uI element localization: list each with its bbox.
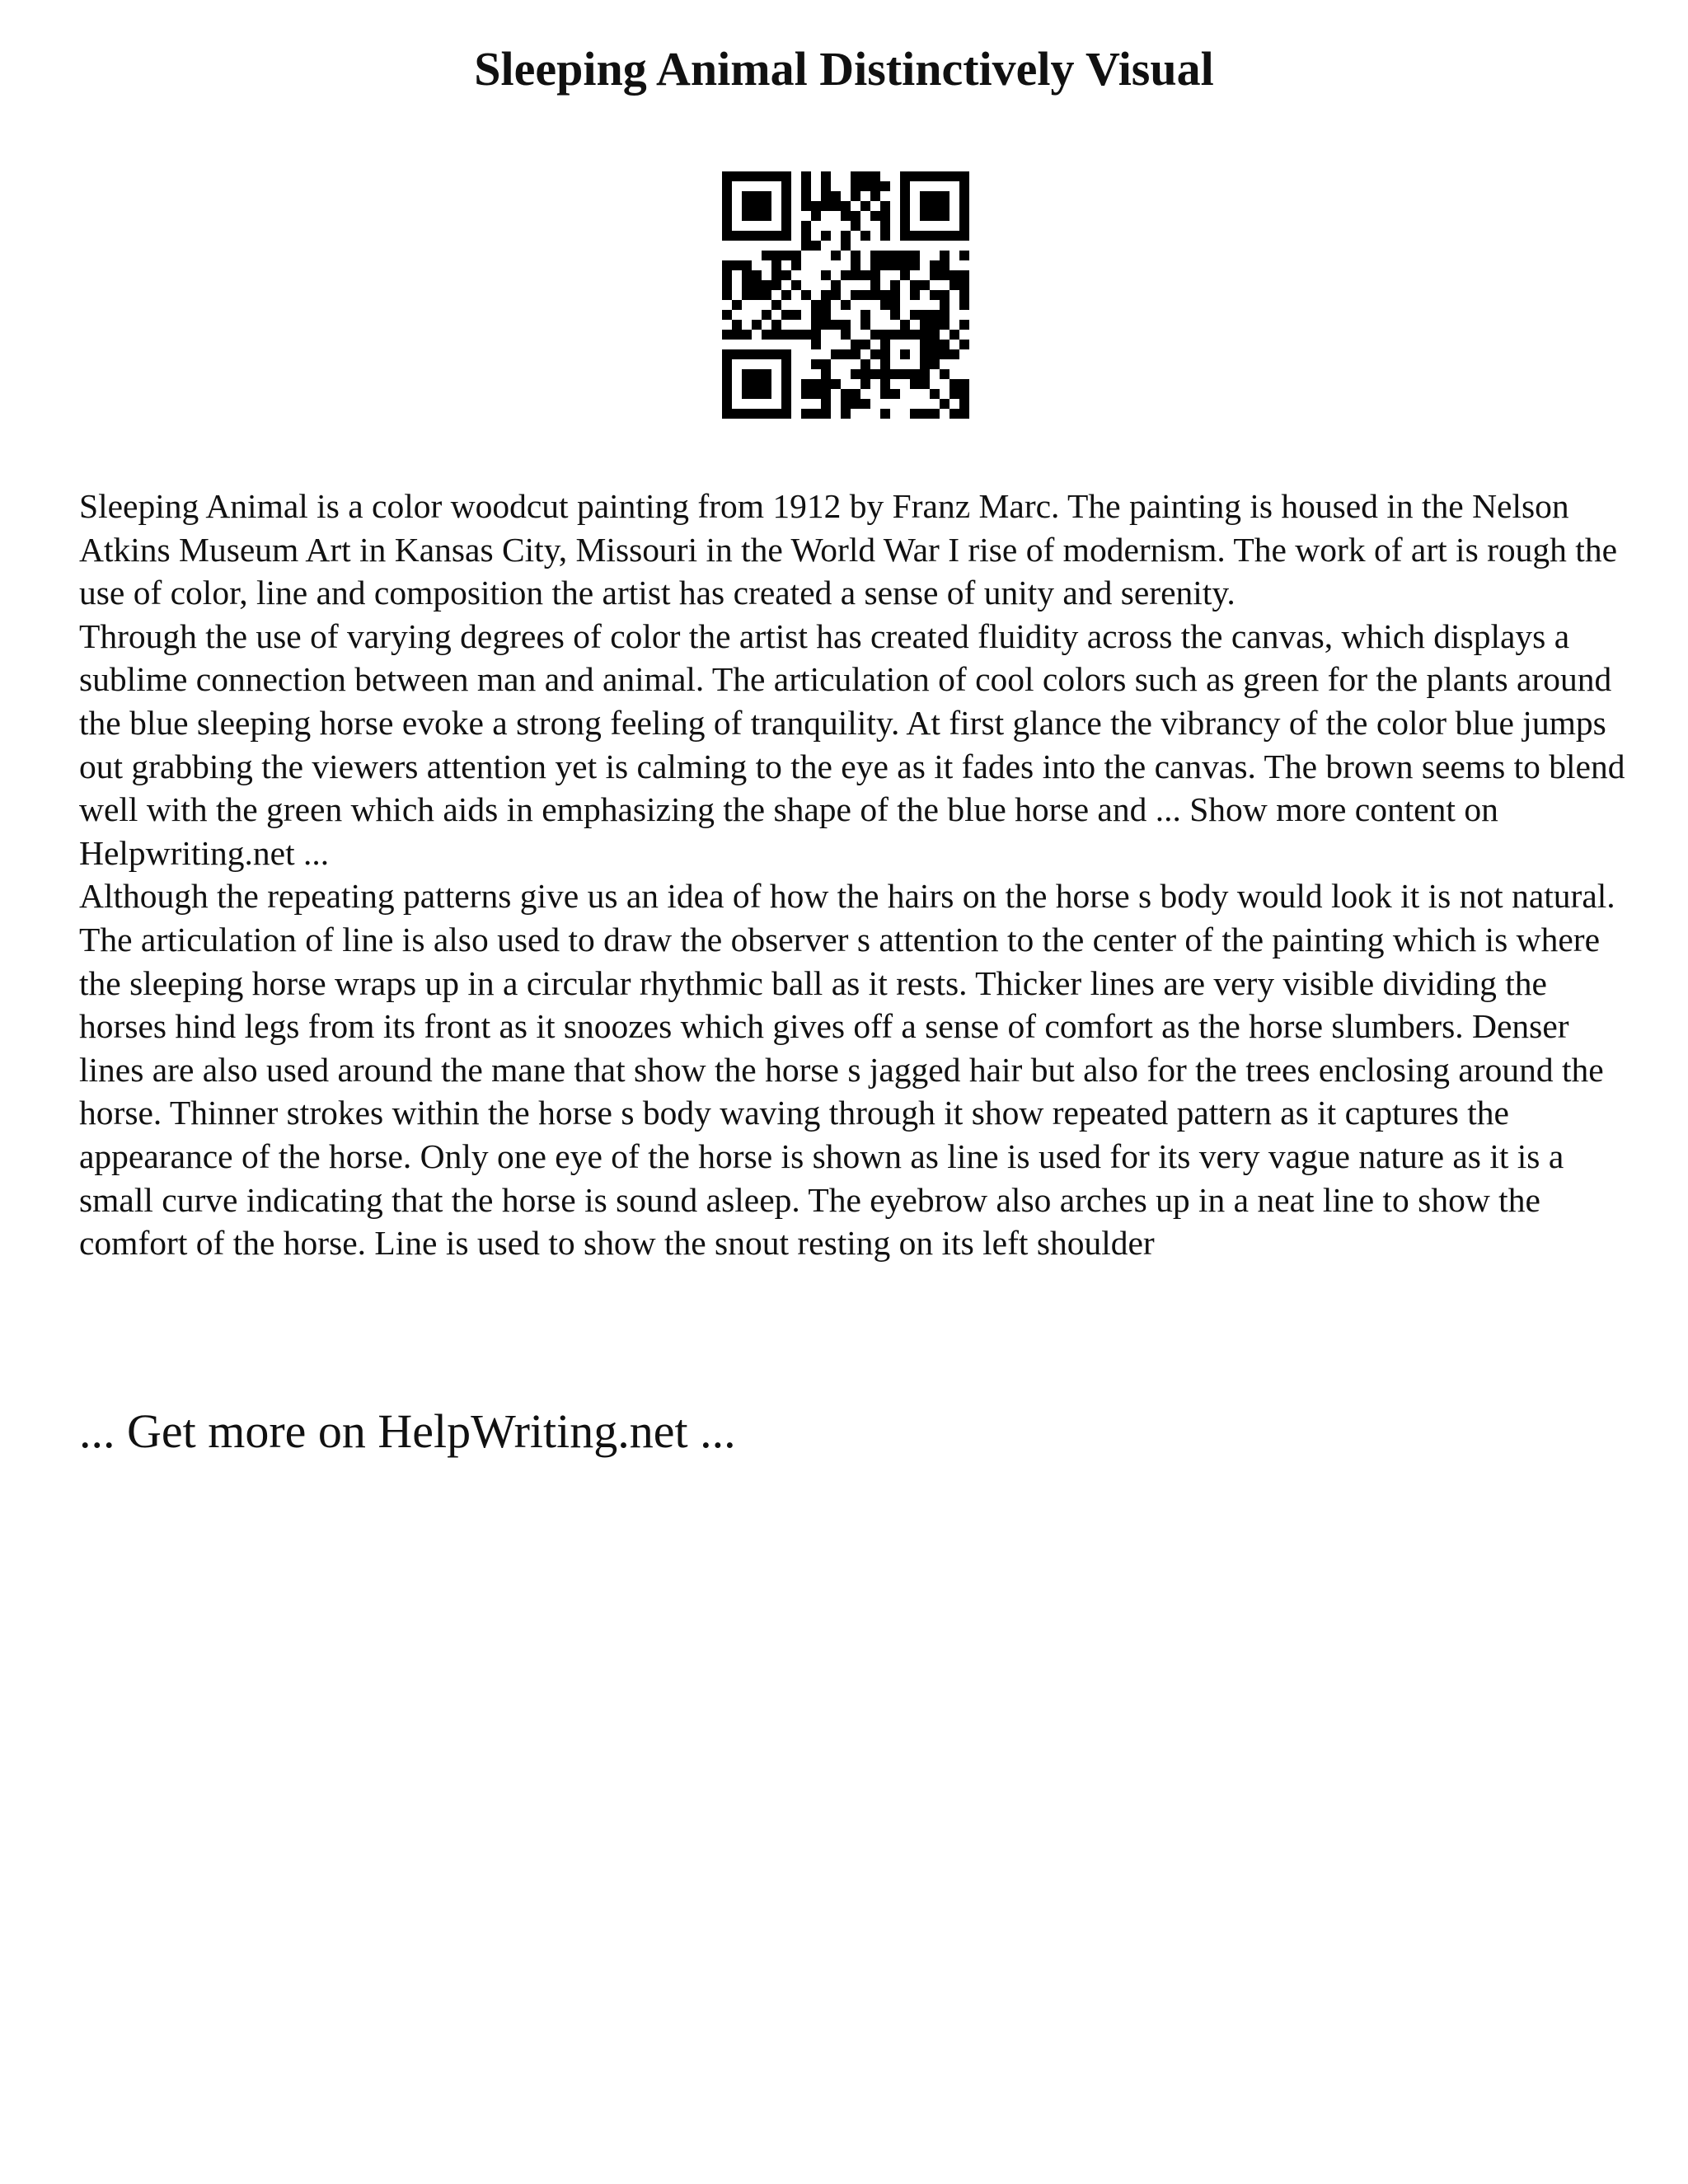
article-body: [79, 485, 1629, 1265]
paragraph: Although the repeating patterns give us an idea of how the hairs on the horse s body would look it is not natural. The articulation of line is also used to draw the observer s attention to the center of the painting which is where the sleeping horse wraps up in a circular rhythmic ball as it rests. Thicker lines are very visible dividing the horses hind legs from its front as it snoozes which gives off a sense of comfort as the horse slumbers. Denser lines are also used around the mane that show the horse s jagged hair but also for the trees enclosing around the horse. Thinner strokes within the horse s body waving through it show repeated pattern as it captures the appearance of the horse. Only one eye of the horse is shown as line is used for its very vague nature as it is a small curve indicating that the horse is sound asleep. The eyebrow also arches up in a neat line to show the comfort of the horse. Line is used to show the snout resting on its left shoulder: [79, 877, 1615, 1263]
paragraph: Sleeping Animal is a color woodcut painting from 1912 by Franz Marc. The painting is housed in the Nelson Atkins Museum Art in Kansas City, Missouri in the World War I rise of modernism. The work of art is rough the use of color, line and composition the artist has created a sense of unity and serenity.: [79, 487, 1618, 612]
paragraph: Through the use of varying degrees of color the artist has created fluidity across the canvas, which displays a sublime connection between man and animal. The articulation of cool colors such as green for the plants around the blue sleeping horse evoke a strong feeling of tranquility. At first glance the vibrancy of the color blue jumps out grabbing the viewers attention yet is calming to the eye as it fades into the canvas. The brown seems to blend well with the green which aids in emphasizing the shape of the blue horse and ... Show more content on Helpwriting.net ...: [79, 616, 1625, 872]
qr-code-icon: [722, 171, 969, 419]
document-title: Sleeping Animal Distinctively Visual: [474, 42, 1214, 96]
get-more-link[interactable]: ... Get more on HelpWriting.net ...: [79, 1404, 736, 1458]
